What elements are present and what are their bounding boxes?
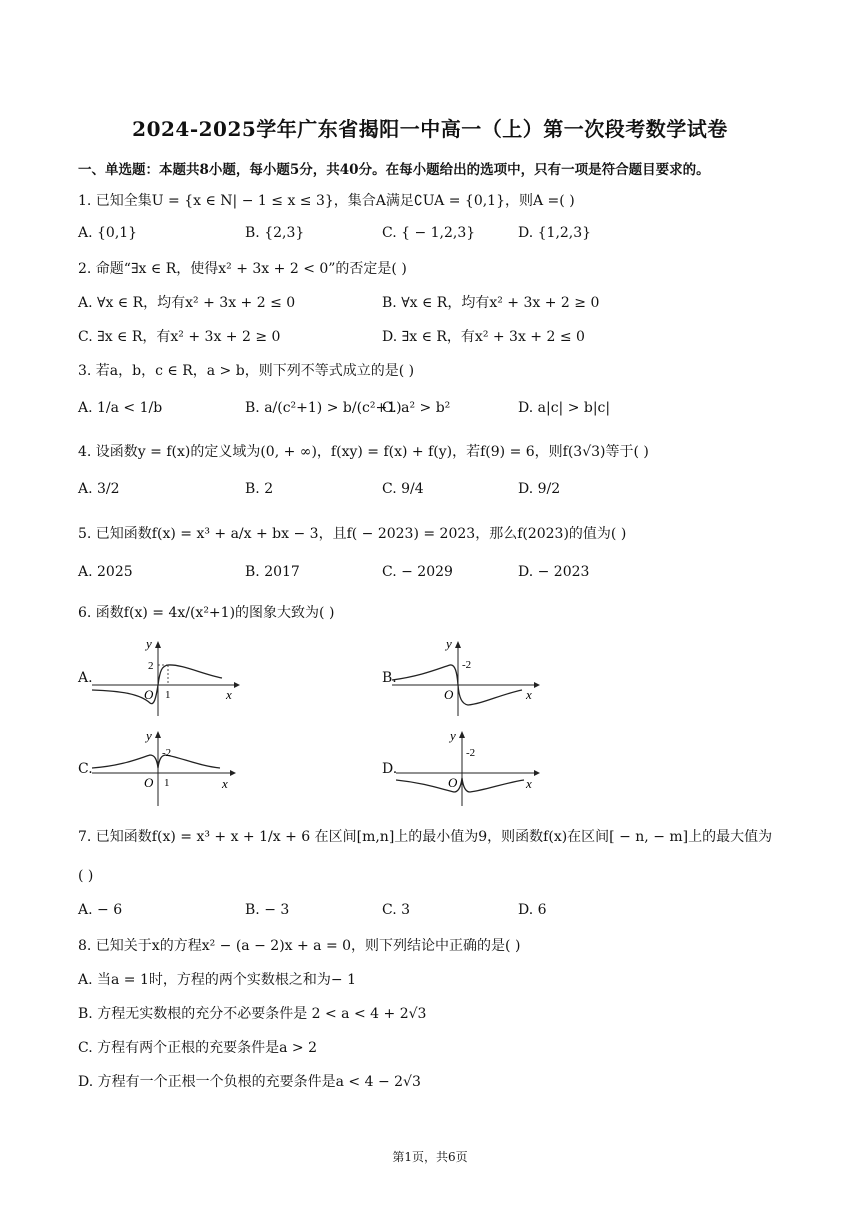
tick-1: 1 (164, 777, 170, 789)
tick-2: 2 (148, 660, 154, 672)
function-curve (92, 755, 220, 768)
q4-option-c: C. 9/4 (382, 481, 424, 497)
x-label: x (226, 687, 232, 702)
q2-option-a: A. ∀x ∈ R，均有x² + 3x + 2 ≤ 0 (78, 295, 296, 311)
x-axis-arrow (234, 682, 240, 688)
q3-option-c: C. a² > b² (382, 400, 451, 416)
q2-option-c: C. ∃x ∈ R，有x² + 3x + 2 ≥ 0 (78, 329, 281, 345)
y-label: y (446, 638, 452, 651)
origin-label: O (448, 775, 458, 790)
x-axis-arrow (230, 770, 236, 776)
q5-option-d: D. − 2023 (518, 564, 590, 580)
function-curve (396, 778, 524, 792)
x-label: x (526, 687, 532, 702)
origin-label: O (144, 775, 154, 790)
q1-option-a: A. {0,1} (78, 225, 138, 241)
q1-option-b: B. {2,3} (245, 225, 305, 241)
tick-neg-2: -2 (466, 747, 476, 759)
q6-graph-a (92, 638, 242, 718)
q6-graph-d (396, 728, 546, 808)
question-1-stem: 1. 已知全集U = {x ∈ N| − 1 ≤ x ≤ 3}，集合A满足∁UA = {0,1}，则A =( ) (78, 193, 575, 209)
x-axis-arrow (534, 770, 540, 776)
q1-option-d: D. {1,2,3} (518, 225, 592, 241)
q7-option-a: A. − 6 (78, 902, 123, 918)
q3-option-a: A. 1/a < 1/b (78, 400, 163, 416)
x-axis-arrow (534, 682, 540, 688)
question-8-stem: 8. 已知关于x的方程x² − (a − 2)x + a = 0，则下列结论中正确的是( ) (78, 938, 521, 954)
question-6-stem: 6. 函数f(x) = 4x/(x²+1)的图象大致为( ) (78, 605, 335, 621)
q6-graph-c (92, 728, 242, 808)
origin-label: O (144, 687, 154, 702)
q6-option-c: C. (78, 761, 93, 777)
q5-option-a: A. 2025 (78, 564, 133, 580)
x-label: x (526, 776, 532, 791)
tick-neg-2: -2 (162, 747, 172, 759)
q4-option-d: D. 9/2 (518, 481, 561, 497)
page-title: 2024-2025学年广东省揭阳一中高一（上）第一次段考数学试卷 (132, 117, 728, 141)
origin-label: O (444, 687, 454, 702)
q8-option-a: A. 当a = 1时，方程的两个实数根之和为− 1 (78, 972, 356, 988)
question-4-stem: 4. 设函数y = f(x)的定义域为(0, + ∞)，f(xy) = f(x) + f(y)，若f(9) = 6，则f(3√3)等于( ) (78, 444, 649, 460)
question-7-stem: 7. 已知函数f(x) = x³ + x + 1/x + 6 在区间[m,n]上的最小值为9，则函数f(x)在区间[ − n, − m]上的最大值为 (78, 829, 773, 845)
function-curve (92, 665, 222, 704)
page-footer: 第1页，共6页 (392, 1150, 468, 1164)
question-3-stem: 3. 若a，b，c ∈ R，a > b，则下列不等式成立的是( ) (78, 363, 415, 379)
y-axis-arrow (455, 641, 461, 648)
q4-option-a: A. 3/2 (78, 481, 120, 497)
q7-option-d: D. 6 (518, 902, 547, 918)
q6-option-b: B. (382, 670, 397, 686)
x-label: x (222, 776, 228, 791)
q3-option-d: D. a|c| > b|c| (518, 400, 611, 416)
question-5-stem: 5. 已知函数f(x) = x³ + a/x + bx − 3，且f( − 2023) = 2023，那么f(2023)的值为( ) (78, 526, 627, 542)
y-axis-arrow (155, 731, 161, 738)
q6-graph-b (392, 638, 542, 718)
q8-option-c: C. 方程有两个正根的充要条件是a > 2 (78, 1040, 317, 1056)
q6-option-d: D. (382, 761, 398, 777)
question-7-stem-cont: ( ) (78, 868, 94, 884)
question-2-stem: 2. 命题“∃x ∈ R，使得x² + 3x + 2 < 0”的否定是( ) (78, 261, 407, 277)
y-label: y (450, 728, 456, 743)
q5-option-c: C. − 2029 (382, 564, 453, 580)
q2-option-d: D. ∃x ∈ R，有x² + 3x + 2 ≤ 0 (382, 329, 585, 345)
q4-option-b: B. 2 (245, 481, 274, 497)
q6-option-a: A. (78, 670, 93, 686)
y-label: y (146, 728, 152, 743)
q1-option-c: C. { − 1,2,3} (382, 225, 476, 241)
y-axis-arrow (459, 731, 465, 738)
q5-option-b: B. 2017 (245, 564, 300, 580)
q8-option-d: D. 方程有一个正根一个负根的充要条件是a < 4 − 2√3 (78, 1074, 421, 1090)
q7-option-b: B. − 3 (245, 902, 290, 918)
q3-option-b: B. a/(c²+1) > b/(c²+1) (245, 400, 402, 416)
y-label: y (146, 638, 152, 651)
tick-1: 1 (165, 689, 171, 701)
q8-option-b: B. 方程无实数根的充分不必要条件是 2 < a < 4 + 2√3 (78, 1006, 427, 1022)
y-axis-arrow (155, 641, 161, 648)
q7-option-c: C. 3 (382, 902, 411, 918)
q2-option-b: B. ∀x ∈ R，均有x² + 3x + 2 ≥ 0 (382, 295, 600, 311)
tick-neg-2: -2 (462, 659, 472, 671)
section-heading: 一、单选题：本题共8小题，每小题5分，共40分。在每小题给出的选项中，只有一项是符合题目要求的。 (78, 162, 710, 178)
